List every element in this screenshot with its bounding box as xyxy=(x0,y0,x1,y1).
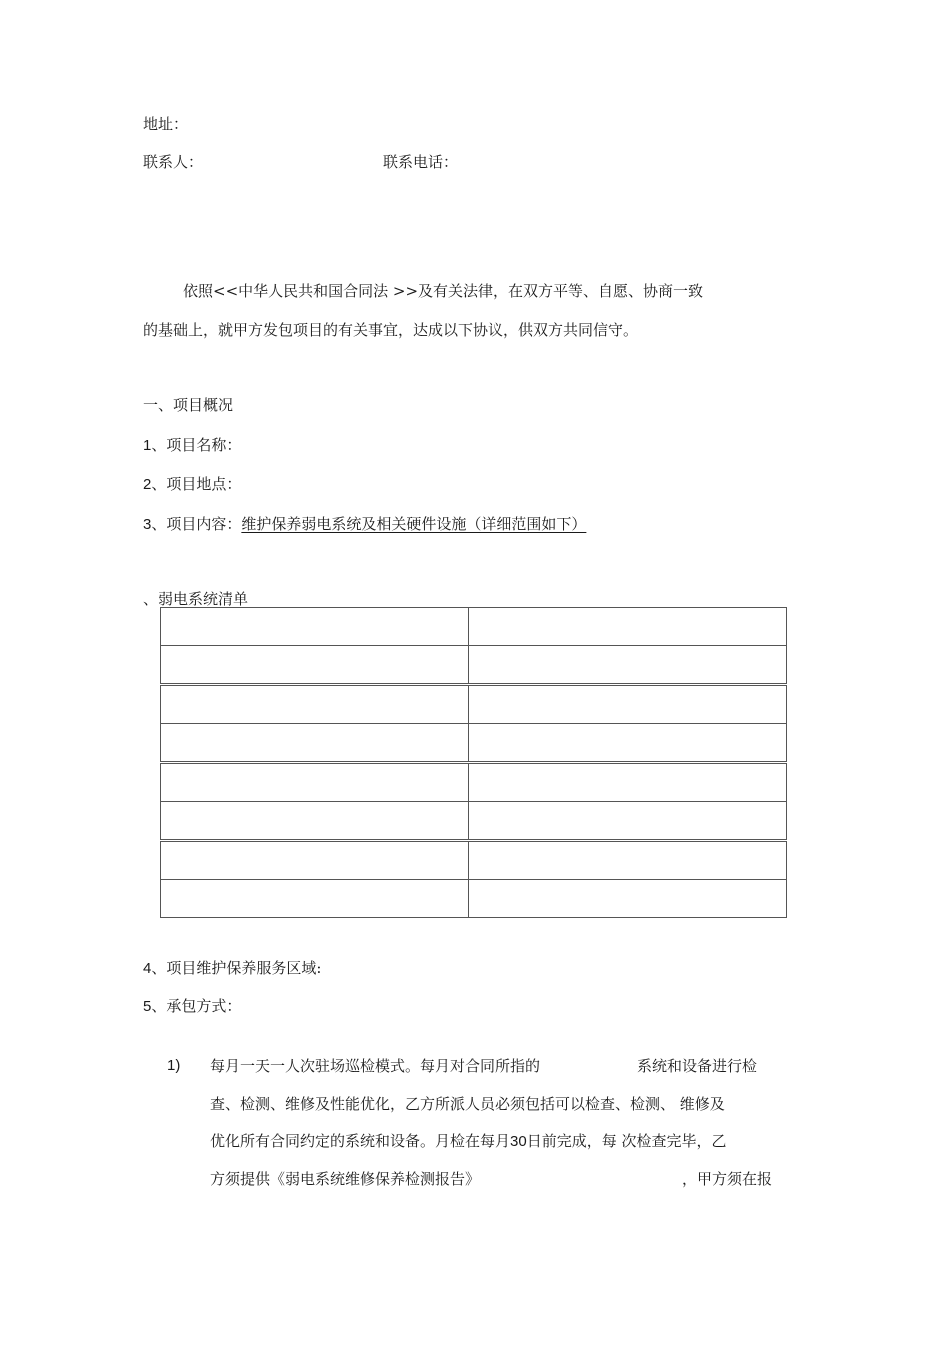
table-cell xyxy=(469,841,787,880)
table-cell xyxy=(469,724,787,763)
item-label: 、项目内容： xyxy=(151,515,242,533)
service-area-item xyxy=(143,958,321,979)
table-cell xyxy=(161,724,469,763)
table-cell xyxy=(469,880,787,918)
project-content-value: 维护保养弱电系统及相关硬件设施（详细范围如下） xyxy=(241,515,587,533)
mode-line-2: 查、检测、维修及性能优化，乙方所派人员必须包括可以检查、检测、 维修及 xyxy=(210,1095,725,1113)
table-cell xyxy=(161,685,469,724)
item-label: 、项目地点： xyxy=(151,475,242,493)
table-cell xyxy=(469,802,787,841)
mode-line-3 xyxy=(210,1131,726,1152)
table-row xyxy=(161,608,787,646)
mode-line-4a: 方须提供《弱电系统维修保养检测报告》 xyxy=(210,1170,481,1188)
monthly-deadline-day: 30 xyxy=(510,1133,527,1150)
item-label: 、项目名称： xyxy=(151,436,242,454)
address-label: 地址： xyxy=(143,115,189,133)
table-cell xyxy=(469,608,787,646)
table-row xyxy=(161,802,787,841)
table-cell xyxy=(161,880,469,918)
contact-person-label: 联系人： xyxy=(143,153,204,171)
item-label: 、项目维护保养服务区域: xyxy=(151,959,322,977)
table-cell xyxy=(469,685,787,724)
intro-line-2: 的基础上，就甲方发包项目的有关事宜，达成以下协议，供双方共同信守。 xyxy=(143,321,639,339)
table-cell xyxy=(161,841,469,880)
item-number: 1 xyxy=(143,437,152,454)
mode-line-4b: ，甲方须在报 xyxy=(682,1170,773,1188)
table-row xyxy=(161,724,787,763)
table-cell xyxy=(469,763,787,802)
table-row xyxy=(161,880,787,918)
system-list-title: 、弱电系统清单 xyxy=(143,590,249,608)
item-number: 3 xyxy=(143,516,152,533)
item-label: 、承包方式： xyxy=(151,997,242,1015)
table-row xyxy=(161,841,787,880)
mode-line-1a: 每月一天一人次驻场巡检模式。每月对合同所指的 xyxy=(210,1057,541,1075)
table-cell xyxy=(161,763,469,802)
mode-line-1b: 系统和设备进行检 xyxy=(637,1057,758,1075)
table-cell xyxy=(469,646,787,685)
intro-line-1: 依照<<中华人民共和国合同法 >>及有关法律，在双方平等、自愿、协商一致 xyxy=(183,282,704,300)
project-location-item xyxy=(143,474,241,495)
item-number: 2 xyxy=(143,476,152,493)
table-row xyxy=(161,763,787,802)
mode-line-3b: 日前完成，每 次检查完毕，乙 xyxy=(526,1132,727,1150)
table-row xyxy=(161,685,787,724)
table-cell xyxy=(161,608,469,646)
section-1-title: 一、项目概况 xyxy=(143,396,234,414)
system-list-table xyxy=(160,607,787,918)
item-number: 4 xyxy=(143,960,152,977)
project-name-item xyxy=(143,435,241,456)
table-row xyxy=(161,646,787,685)
table-cell xyxy=(161,802,469,841)
mode-marker: 1) xyxy=(167,1057,181,1074)
project-content-item xyxy=(143,514,586,535)
item-number: 5 xyxy=(143,998,152,1015)
contract-mode-item xyxy=(143,996,241,1017)
table-cell xyxy=(161,646,469,685)
mode-line-3a: 优化所有合同约定的系统和设备。月检在每月 xyxy=(210,1132,511,1150)
contact-phone-label: 联系电话： xyxy=(383,153,459,171)
